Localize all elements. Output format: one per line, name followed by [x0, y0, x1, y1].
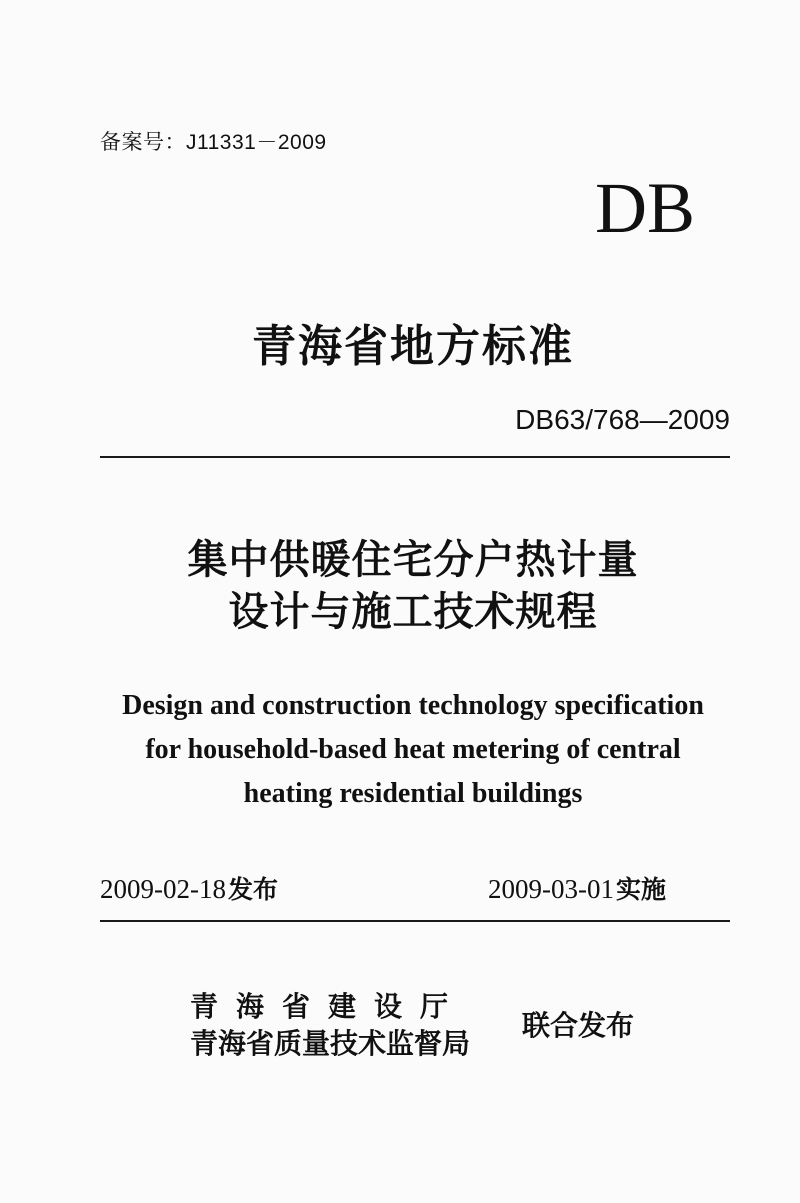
- issue-label: 发布: [227, 875, 278, 904]
- issue-date: 2009-02-18: [100, 874, 226, 904]
- issue-date-block: [100, 870, 278, 906]
- title-en-line2: for household-based heat metering of central: [145, 734, 681, 765]
- issuer-line1: 青海省建设厅: [190, 990, 467, 1023]
- db-mark: DB: [595, 168, 696, 248]
- title-cn-line1: 集中供暖住宅分户热计量: [187, 537, 639, 583]
- issuer-line2: 青海省质量技术监督局: [190, 1027, 471, 1060]
- implement-date-block: [488, 870, 666, 906]
- top-divider: [100, 456, 730, 458]
- title-en-line3: heating residential buildings: [243, 778, 583, 809]
- joint-release-label: 联合发布: [522, 1009, 635, 1042]
- implement-date: 2009-03-01: [488, 874, 614, 904]
- standard-category: 青海省地方标准: [252, 321, 574, 372]
- standard-number: DB63/768—2009: [515, 404, 730, 435]
- implement-label: 实施: [615, 875, 666, 904]
- title-cn-line2: 设计与施工技术规程: [228, 589, 598, 635]
- bottom-divider: [100, 920, 730, 922]
- title-en-line1: Design and construction technology specification: [122, 690, 704, 721]
- record-number: 备案号：J11331－2009: [100, 131, 327, 154]
